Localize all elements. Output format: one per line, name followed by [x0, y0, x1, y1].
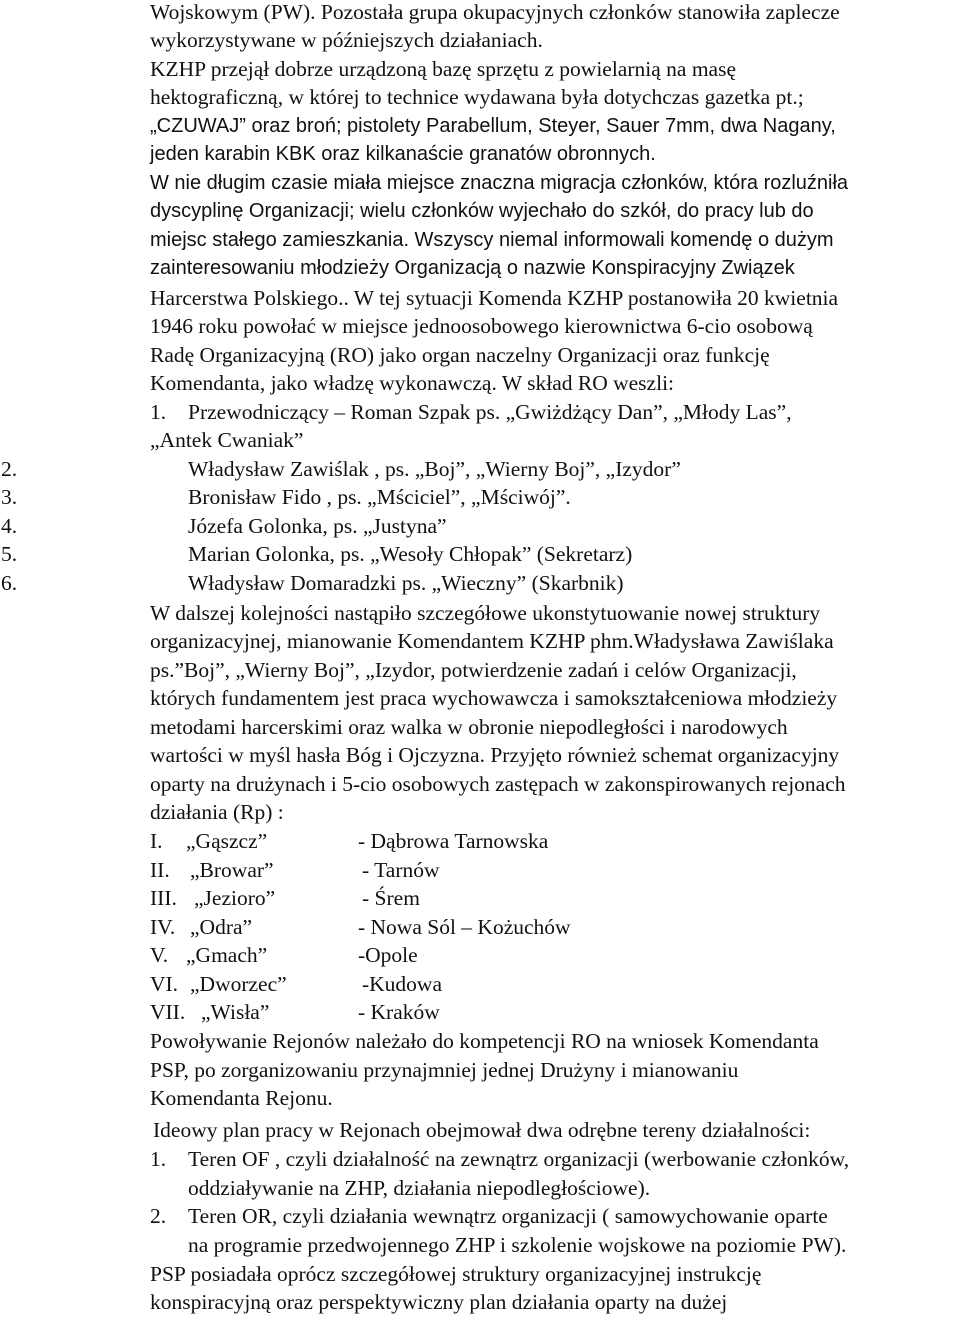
list-item: Józefa Golonka, ps. „Justyna” [188, 514, 447, 538]
text-line: W nie długim czasie miała miejsce znaczna migracja członków, która rozluźniła [150, 172, 849, 194]
region-name: „Dworzec” [190, 972, 287, 996]
list-item: „Antek Cwaniak” [150, 428, 304, 452]
list-number: 6. [1, 571, 18, 595]
text-line: których fundamentem jest praca wychowawcza i samokształceniowa młodzieży [150, 686, 838, 710]
text-line: metodami harcerskimi oraz walka w obronie niepodległości i narodowych [150, 715, 788, 739]
text-line: działania (Rp) : [150, 800, 284, 824]
text-line: „CZUWAJ” oraz broń; pistolety Parabellum, Steyer, Sauer 7mm, dwa Nagany, [150, 115, 836, 137]
region-place: -Opole [358, 943, 418, 967]
region-place: - Dąbrowa Tarnowska [358, 829, 549, 853]
text-line: Harcerstwa Polskiego.. W tej sytuacji Komenda KZHP postanowiła 20 kwietnia [150, 286, 839, 310]
region-place: - Tarnów [362, 858, 440, 882]
text-line: jeden karabin KBK oraz kilkanaście granatów obronnych. [150, 143, 656, 165]
region-number: VII. [150, 1000, 186, 1024]
text-line: oparty na drużynach i 5-cio osobowych zastępach w zakonspirowanych rejonach [150, 772, 846, 796]
text-line: wartości w myśl hasła Bóg i Ojczyzna. Przyjęto również schemat organizacyjny [150, 743, 840, 767]
list-number: 3. [1, 485, 18, 509]
list-number: 1. [150, 1147, 167, 1171]
text-line: Radę Organizacyjną (RO) jako organ naczelny Organizacji oraz funkcję [150, 343, 770, 367]
region-place: -Kudowa [362, 972, 443, 996]
text-line: KZHP przejął dobrze urządzoną bazę sprzętu z powielarnią na masę [150, 57, 736, 81]
list-item: Władysław Domaradzki ps. „Wieczny” (Skarbnik) [188, 571, 624, 595]
region-name: „Gąszcz” [186, 829, 268, 853]
text-line: Komendanta, jako władzę wykonawczą. W skład RO weszli: [150, 371, 675, 395]
text-line: Ideowy plan pracy w Rejonach obejmował dwa odrębne tereny działalności: [153, 1118, 811, 1142]
list-item: Teren OR, czyli działania wewnątrz organizacji ( samowychowanie oparte [188, 1204, 828, 1228]
list-number: 2. [150, 1204, 167, 1228]
text-line: zainteresowaniu młodzieży Organizacją o nazwie Konspiracyjny Związek [150, 257, 795, 279]
text-line: organizacyjnej, mianowanie Komendantem KZHP phm.Władysława Zawiślaka [150, 629, 834, 653]
list-item: Władysław Zawiślak , ps. „Boj”, „Wierny Boj”, „Izydor” [188, 457, 681, 481]
text-line: hektograficzną, w której to technice wydawana była dotychczas gazetka pt.; [150, 85, 804, 109]
region-number: I. [150, 829, 163, 853]
text-line: Komendanta Rejonu. [150, 1086, 333, 1110]
region-number: IV. [150, 915, 176, 939]
region-name: „Odra” [190, 915, 253, 939]
text-line: W dalszej kolejności nastąpiło szczegółowe ukonstytuowanie nowej struktury [150, 601, 821, 625]
region-number: V. [150, 943, 169, 967]
text-line: miejsc stałego zamieszkania. Wszyscy niemal informowali komendę o dużym [150, 229, 834, 251]
region-place: - Nowa Sól – Kożuchów [358, 915, 571, 939]
region-number: III. [150, 886, 177, 910]
text-line: wykorzystywane w późniejszych działaniach. [150, 28, 543, 52]
list-item: Marian Golonka, ps. „Wesoły Chłopak” (Sekretarz) [188, 542, 633, 566]
text-line: PSP posiadała oprócz szczegółowej struktury organizacyjnej instrukcję [150, 1262, 762, 1286]
list-number: 2. [1, 457, 18, 481]
region-place: - Śrem [362, 886, 420, 910]
region-place: - Kraków [358, 1000, 440, 1024]
region-name: „Jezioro” [194, 886, 276, 910]
list-item: Przewodniczący – Roman Szpak ps. „Gwiżdżący Dan”, „Młody Las”, [188, 400, 792, 424]
list-number: 5. [1, 542, 18, 566]
text-line: Powoływanie Rejonów należało do kompetencji RO na wniosek Komendanta [150, 1029, 819, 1053]
list-number: 4. [1, 514, 18, 538]
region-number: VI. [150, 972, 179, 996]
text-line: ps.”Boj”, „Wierny Boj”, „Izydor, potwierdzenie zadań i celów Organizacji, [150, 658, 797, 682]
list-item: na programie przedwojennego ZHP i szkolenie wojskowe na poziomie PW). [188, 1233, 847, 1257]
text-line: dyscyplinę Organizacji; wielu członków wyjechało do szkół, do pracy lub do [150, 200, 814, 222]
region-name: „Gmach” [186, 943, 268, 967]
region-name: „Browar” [190, 858, 274, 882]
text-line: Wojskowym (PW). Pozostała grupa okupacyjnych członków stanowiła zaplecze [150, 0, 840, 24]
list-item: Bronisław Fido , ps. „Mściciel”, „Mściwój”. [188, 485, 571, 509]
text-line: konspiracyjną oraz perspektywiczny plan działania oparty na dużej [150, 1290, 728, 1314]
list-item: Teren OF , czyli działalność na zewnątrz organizacji (werbowanie członków, [188, 1147, 850, 1171]
list-item: oddziaływanie na ZHP, działania niepodległościowe). [188, 1176, 651, 1200]
region-number: II. [150, 858, 170, 882]
region-name: „Wisła” [201, 1000, 270, 1024]
list-number: 1. [150, 400, 167, 424]
text-line: 1946 roku powołać w miejsce jednoosobowego kierownictwa 6-cio osobową [150, 314, 813, 338]
text-line: PSP, po zorganizowaniu przynajmniej jednej Drużyny i mianowaniu [150, 1058, 739, 1082]
